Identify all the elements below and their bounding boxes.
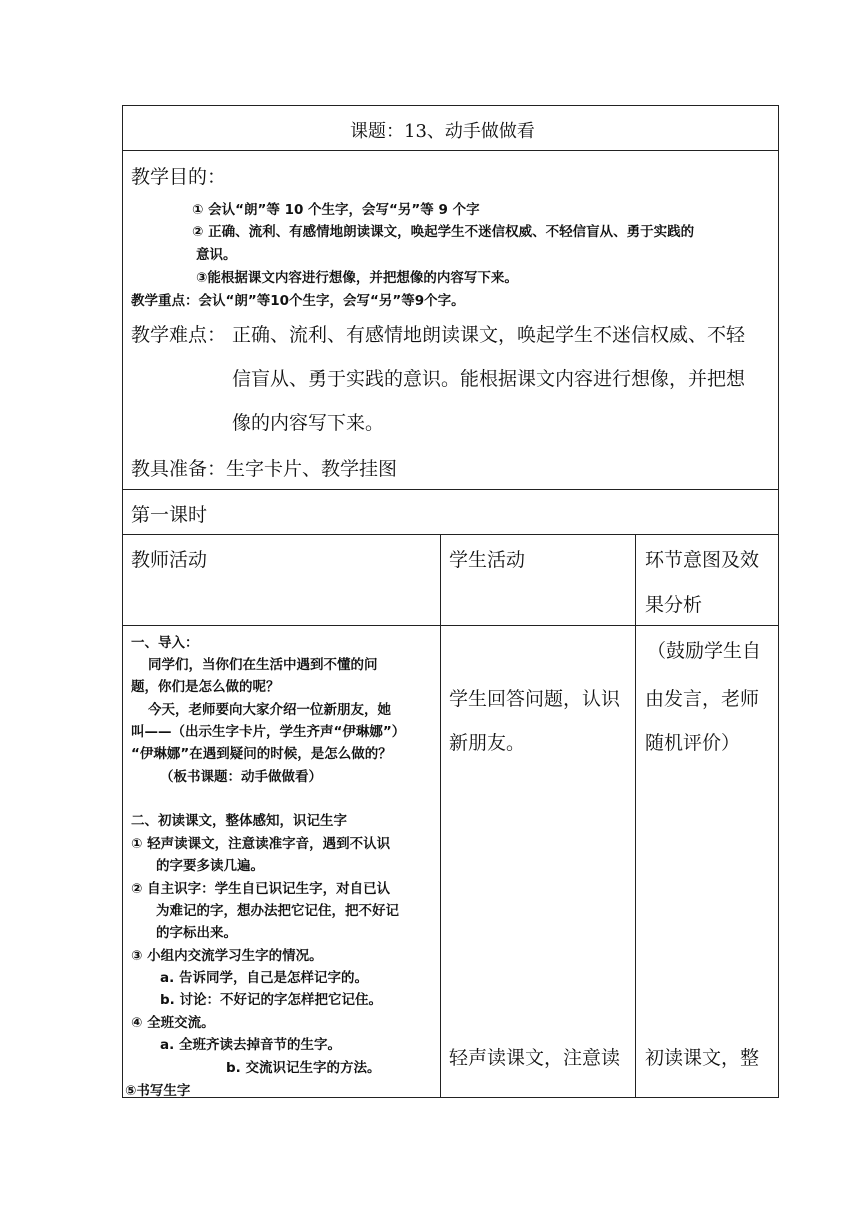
analysis-line: （鼓励学生自	[647, 640, 762, 662]
teacher-column-header: 教师活动	[131, 549, 208, 571]
objectives-heading: 教学目的：	[131, 166, 227, 188]
teacher-line: 为难记的字，想办法把它记住，把不好记	[156, 903, 399, 919]
column-divider	[440, 534, 441, 1098]
objective-item: ① 会认“朗”等 10 个生字，会写“另”等 9 个字	[192, 202, 480, 218]
teacher-line: ③ 小组内交流学习生字的情况。	[131, 948, 323, 964]
teacher-line: ④ 全班交流。	[131, 1015, 215, 1031]
teacher-line: 叫——（出示生字卡片，学生齐声“伊琳娜”）	[131, 724, 406, 740]
teacher-line: 的字标出来。	[156, 925, 237, 941]
teacher-line: 题，你们是怎么做的呢？	[131, 679, 280, 695]
analysis-line: 由发言，老师	[645, 688, 760, 710]
teacher-line: 一、导入：	[131, 635, 199, 651]
page-title: 课题：13、动手做做看	[350, 121, 535, 142]
teacher-line: 二、初读课文，整体感知，识记生字	[131, 813, 347, 829]
analysis-line: 初读课文，整	[645, 1047, 760, 1069]
analysis-line: 随机评价）	[645, 732, 741, 754]
period-label: 第一课时	[131, 504, 208, 526]
divider	[122, 625, 779, 626]
difficulty-line: 正确、流利、有感情地朗读课文，唤起学生不迷信权威、不轻	[232, 324, 746, 346]
teacher-line: b. 讨论：不好记的字怎样把它记住。	[160, 992, 382, 1008]
teacher-line: a. 全班齐读去掉音节的生字。	[160, 1037, 341, 1053]
student-line: 学生回答问题，认识	[449, 688, 621, 710]
teacher-line: 同学们，当你们在生活中遇到不懂的问	[148, 657, 378, 673]
difficulty-line: 像的内容写下来。	[232, 412, 385, 434]
student-column-header: 学生活动	[449, 549, 526, 571]
teacher-line: ① 轻声读课文，注意读准字音，遇到不认识	[131, 836, 391, 852]
teacher-line: （板书课题：动手做做看）	[160, 769, 322, 785]
analysis-column-header: 果分析	[645, 594, 703, 616]
teacher-line: “伊琳娜”在遇到疑问的时候，是怎么做的？	[131, 746, 392, 762]
materials: 教具准备：生字卡片、教学挂图	[131, 458, 398, 480]
column-divider	[635, 534, 636, 1098]
teacher-line: ② 自主识字：学生自已识记生字，对自已认	[131, 881, 391, 897]
teacher-line: 今天，老师要向大家介绍一位新朋友，她	[148, 702, 391, 718]
objective-item: 意识。	[196, 247, 237, 263]
teacher-line: 的字要多读几遍。	[156, 858, 264, 874]
key-points: 教学重点：会认“朗”等10个生字，会写“另”等9个字。	[131, 293, 465, 309]
teacher-line: ⑤书写生字	[125, 1083, 191, 1099]
objective-item: ② 正确、流利、有感情地朗读课文，唤起学生不迷信权威、不轻信盲从、勇于实践的	[192, 224, 695, 240]
difficulty-line: 信盲从、勇于实践的意识。能根据课文内容进行想像，并把想	[232, 368, 746, 390]
teacher-line: a. 告诉同学，自己是怎样记字的。	[160, 970, 368, 986]
objective-item: ③能根据课文内容进行想像，并把想像的内容写下来。	[196, 270, 518, 286]
student-line: 轻声读课文，注意读	[449, 1047, 621, 1069]
teacher-line: b. 交流识记生字的方法。	[226, 1060, 381, 1076]
divider	[122, 534, 779, 535]
student-line: 新朋友。	[449, 732, 526, 754]
divider	[122, 150, 779, 151]
divider	[122, 489, 779, 490]
analysis-column-header: 环节意图及效	[645, 549, 760, 571]
difficulty-label: 教学难点：	[131, 324, 227, 346]
